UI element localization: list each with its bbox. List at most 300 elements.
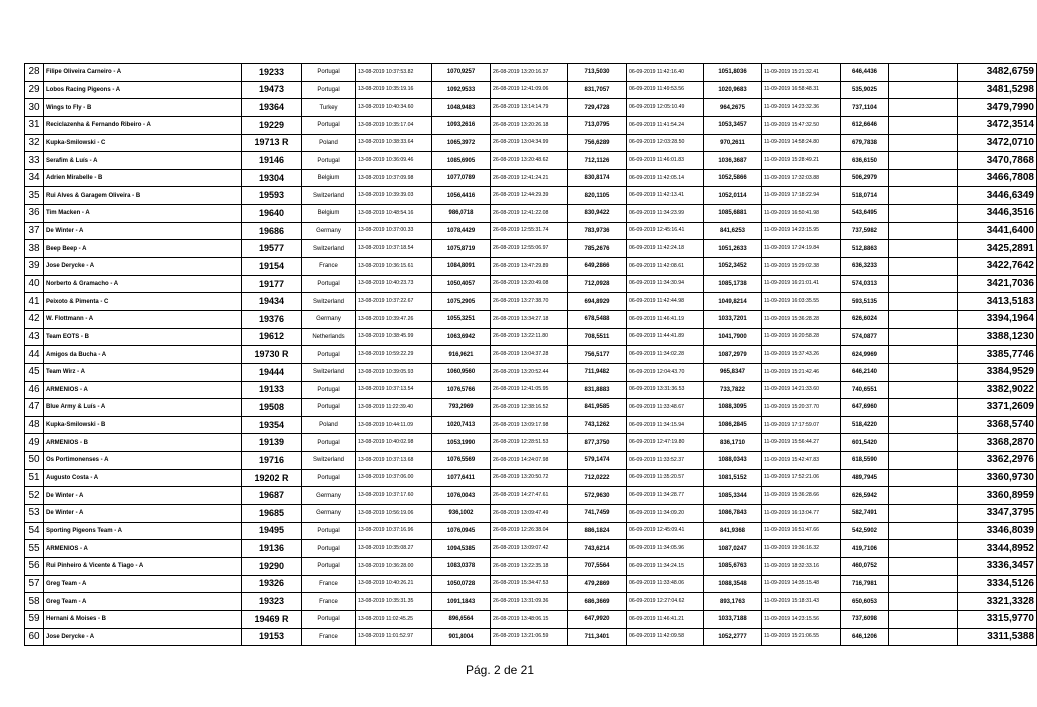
arrival-time-race-4: 11-09-2019 17:18:22.94 <box>762 187 841 205</box>
table-row <box>25 328 1037 346</box>
speed-race-4: 593,5135 <box>841 293 889 311</box>
arrival-time-race-3: 06-09-2019 12:03:28.50 <box>627 134 704 152</box>
participant-name: Wings to Fly - B <box>44 99 242 117</box>
arrival-time-race-3: 06-09-2019 11:33:52.37 <box>627 452 704 470</box>
total-score: 3346,8039 <box>958 522 1037 540</box>
speed-race-1: 1050,4057 <box>432 275 491 293</box>
speed-race-2: 712,0222 <box>568 469 627 487</box>
ring-number: 19354 <box>242 416 302 434</box>
arrival-time-race-3: 06-09-2019 12:45:16.41 <box>627 222 704 240</box>
country: Netherlands <box>302 328 356 346</box>
speed-race-1: 1077,6411 <box>432 469 491 487</box>
participant-name: Serafim & Luís - A <box>44 152 242 170</box>
speed-race-3: 965,8347 <box>704 363 762 381</box>
arrival-time-race-4: 11-09-2019 15:56:44.27 <box>762 434 841 452</box>
table-row <box>25 310 1037 328</box>
speed-race-2: 649,2866 <box>568 258 627 276</box>
total-score: 3347,3795 <box>958 505 1037 523</box>
participant-name: Greg Team - A <box>44 575 242 593</box>
arrival-time-race-3: 06-09-2019 11:33:48.67 <box>627 399 704 417</box>
arrival-time-race-3: 06-09-2019 11:34:02.28 <box>627 346 704 364</box>
empty-cell <box>889 557 958 575</box>
arrival-time-race-2: 26-08-2019 14:24:07.98 <box>491 452 568 470</box>
ring-number: 19730 R <box>242 346 302 364</box>
ring-number: 19469 R <box>242 610 302 628</box>
country: France <box>302 628 356 646</box>
arrival-time-race-3: 06-09-2019 11:41:54.24 <box>627 116 704 134</box>
position-cell: 37 <box>25 222 44 240</box>
speed-race-4: 612,6646 <box>841 116 889 134</box>
arrival-time-race-4: 11-09-2019 15:42:47.83 <box>762 452 841 470</box>
participant-name: Sporting Pigeons Team - A <box>44 522 242 540</box>
table-row <box>25 81 1037 99</box>
participant-name: Adrien Mirabelle - B <box>44 169 242 187</box>
ring-number: 19376 <box>242 310 302 328</box>
results-table <box>24 63 1037 646</box>
arrival-time-race-4: 11-09-2019 18:32:33.16 <box>762 557 841 575</box>
participant-name: Hernani & Moises - B <box>44 610 242 628</box>
arrival-time-race-1: 13-08-2019 10:37:13.68 <box>356 452 432 470</box>
position-cell: 53 <box>25 505 44 523</box>
arrival-time-race-1: 13-08-2019 10:36:28.00 <box>356 557 432 575</box>
ring-number: 19612 <box>242 328 302 346</box>
speed-race-2: 707,5564 <box>568 557 627 575</box>
arrival-time-race-3: 06-09-2019 12:45:09.41 <box>627 522 704 540</box>
empty-cell <box>889 134 958 152</box>
country: Switzerland <box>302 452 356 470</box>
speed-race-4: 419,7106 <box>841 540 889 558</box>
speed-race-1: 1084,8091 <box>432 258 491 276</box>
arrival-time-race-2: 26-08-2019 13:22:11.80 <box>491 328 568 346</box>
arrival-time-race-2: 26-08-2019 13:27:38.70 <box>491 293 568 311</box>
speed-race-2: 841,9585 <box>568 399 627 417</box>
arrival-time-race-1: 13-08-2019 10:37:17.60 <box>356 487 432 505</box>
speed-race-1: 1075,2905 <box>432 293 491 311</box>
arrival-time-race-1: 13-08-2019 10:35:19.16 <box>356 81 432 99</box>
arrival-time-race-2: 26-08-2019 13:20:16.37 <box>491 64 568 82</box>
arrival-time-race-2: 26-08-2019 13:09:17.98 <box>491 416 568 434</box>
country: Switzerland <box>302 363 356 381</box>
participant-name: ARMENIOS - A <box>44 540 242 558</box>
empty-cell <box>889 381 958 399</box>
arrival-time-race-1: 13-08-2019 10:36:15.61 <box>356 258 432 276</box>
total-score: 3371,2609 <box>958 399 1037 417</box>
arrival-time-race-3: 06-09-2019 11:42:44.98 <box>627 293 704 311</box>
speed-race-3: 1053,3457 <box>704 116 762 134</box>
speed-race-2: 756,6289 <box>568 134 627 152</box>
speed-race-1: 1053,1990 <box>432 434 491 452</box>
speed-race-3: 1088,0343 <box>704 452 762 470</box>
empty-cell <box>889 628 958 646</box>
arrival-time-race-2: 26-08-2019 12:38:16.52 <box>491 399 568 417</box>
arrival-time-race-1: 13-08-2019 10:38:33.64 <box>356 134 432 152</box>
ring-number: 19716 <box>242 452 302 470</box>
total-score: 3422,7642 <box>958 258 1037 276</box>
country: Portugal <box>302 64 356 82</box>
ring-number: 19202 R <box>242 469 302 487</box>
country: Portugal <box>302 399 356 417</box>
total-score: 3321,3328 <box>958 593 1037 611</box>
table-row <box>25 275 1037 293</box>
arrival-time-race-1: 13-08-2019 10:37:16.96 <box>356 522 432 540</box>
arrival-time-race-3: 06-09-2019 11:42:05.14 <box>627 169 704 187</box>
arrival-time-race-2: 26-08-2019 13:04:37.28 <box>491 346 568 364</box>
speed-race-4: 636,3233 <box>841 258 889 276</box>
participant-name: Lobos Racing Pigeons - A <box>44 81 242 99</box>
empty-cell <box>889 434 958 452</box>
speed-race-1: 1070,9257 <box>432 64 491 82</box>
page-number: Pág. 2 de 21 <box>465 663 535 677</box>
empty-cell <box>889 328 958 346</box>
position-cell: 51 <box>25 469 44 487</box>
speed-race-3: 1086,7843 <box>704 505 762 523</box>
arrival-time-race-4: 11-09-2019 15:21:42.46 <box>762 363 841 381</box>
arrival-time-race-4: 11-09-2019 16:03:35.55 <box>762 293 841 311</box>
ring-number: 19495 <box>242 522 302 540</box>
participant-name: Greg Team - A <box>44 593 242 611</box>
ring-number: 19687 <box>242 487 302 505</box>
arrival-time-race-4: 11-09-2019 15:47:32.50 <box>762 116 841 134</box>
arrival-time-race-4: 11-09-2019 14:35:15.48 <box>762 575 841 593</box>
arrival-time-race-1: 13-08-2019 10:39:39.03 <box>356 187 432 205</box>
table-row <box>25 610 1037 628</box>
table-row <box>25 540 1037 558</box>
speed-race-3: 836,1710 <box>704 434 762 452</box>
country: Germany <box>302 222 356 240</box>
position-cell: 33 <box>25 152 44 170</box>
speed-race-4: 618,5590 <box>841 452 889 470</box>
total-score: 3334,5126 <box>958 575 1037 593</box>
speed-race-3: 1081,5152 <box>704 469 762 487</box>
total-score: 3394,1964 <box>958 310 1037 328</box>
results-body <box>25 64 1037 646</box>
arrival-time-race-4: 11-09-2019 16:58:48.31 <box>762 81 841 99</box>
country: Portugal <box>302 469 356 487</box>
position-cell: 32 <box>25 134 44 152</box>
speed-race-2: 713,0795 <box>568 116 627 134</box>
arrival-time-race-3: 06-09-2019 13:31:36.53 <box>627 381 704 399</box>
arrival-time-race-2: 26-08-2019 14:27:47.61 <box>491 487 568 505</box>
speed-race-2: 743,1262 <box>568 416 627 434</box>
position-cell: 42 <box>25 310 44 328</box>
speed-race-1: 1075,8719 <box>432 240 491 258</box>
speed-race-1: 1092,9533 <box>432 81 491 99</box>
arrival-time-race-2: 26-08-2019 13:34:27.18 <box>491 310 568 328</box>
speed-race-2: 712,1126 <box>568 152 627 170</box>
position-cell: 58 <box>25 593 44 611</box>
speed-race-3: 1088,3548 <box>704 575 762 593</box>
arrival-time-race-3: 06-09-2019 11:46:01.83 <box>627 152 704 170</box>
empty-cell <box>889 116 958 134</box>
participant-name: Rui Alves & Garagem Oliveira - B <box>44 187 242 205</box>
arrival-time-race-4: 11-09-2019 17:32:03.88 <box>762 169 841 187</box>
arrival-time-race-4: 11-09-2019 15:18:31.43 <box>762 593 841 611</box>
country: Germany <box>302 505 356 523</box>
arrival-time-race-1: 13-08-2019 10:39:47.26 <box>356 310 432 328</box>
arrival-time-race-1: 13-08-2019 10:35:31.35 <box>356 593 432 611</box>
speed-race-4: 574,0313 <box>841 275 889 293</box>
speed-race-3: 1088,3095 <box>704 399 762 417</box>
empty-cell <box>889 487 958 505</box>
country: Portugal <box>302 434 356 452</box>
arrival-time-race-2: 26-08-2019 13:09:47.49 <box>491 505 568 523</box>
speed-race-1: 1050,0728 <box>432 575 491 593</box>
total-score: 3336,3457 <box>958 557 1037 575</box>
country: France <box>302 258 356 276</box>
arrival-time-race-2: 26-08-2019 12:26:38.04 <box>491 522 568 540</box>
speed-race-2: 783,9736 <box>568 222 627 240</box>
empty-cell <box>889 64 958 82</box>
table-row <box>25 222 1037 240</box>
position-cell: 44 <box>25 346 44 364</box>
speed-race-3: 893,1763 <box>704 593 762 611</box>
arrival-time-race-2: 26-08-2019 13:31:09.36 <box>491 593 568 611</box>
total-score: 3360,9730 <box>958 469 1037 487</box>
position-cell: 45 <box>25 363 44 381</box>
total-score: 3425,2891 <box>958 240 1037 258</box>
ring-number: 19323 <box>242 593 302 611</box>
ring-number: 19153 <box>242 628 302 646</box>
speed-race-4: 679,7838 <box>841 134 889 152</box>
arrival-time-race-2: 26-08-2019 13:20:50.72 <box>491 469 568 487</box>
total-score: 3311,5388 <box>958 628 1037 646</box>
participant-name: Beep Beep - A <box>44 240 242 258</box>
participant-name: Os Portimonenses - A <box>44 452 242 470</box>
arrival-time-race-4: 11-09-2019 17:24:19.84 <box>762 240 841 258</box>
participant-name: Jose Derycke - A <box>44 628 242 646</box>
country: Portugal <box>302 275 356 293</box>
speed-race-3: 1051,2633 <box>704 240 762 258</box>
table-row <box>25 416 1037 434</box>
position-cell: 29 <box>25 81 44 99</box>
speed-race-4: 624,9969 <box>841 346 889 364</box>
ring-number: 19434 <box>242 293 302 311</box>
participant-name: De Winter - A <box>44 487 242 505</box>
speed-race-2: 785,2676 <box>568 240 627 258</box>
table-row <box>25 575 1037 593</box>
ring-number: 19473 <box>242 81 302 99</box>
speed-race-2: 479,2869 <box>568 575 627 593</box>
ring-number: 19713 R <box>242 134 302 152</box>
arrival-time-race-1: 13-08-2019 10:40:23.73 <box>356 275 432 293</box>
table-row <box>25 628 1037 646</box>
empty-cell <box>889 187 958 205</box>
speed-race-4: 647,6960 <box>841 399 889 417</box>
position-cell: 52 <box>25 487 44 505</box>
ring-number: 19136 <box>242 540 302 558</box>
arrival-time-race-3: 06-09-2019 11:34:30.94 <box>627 275 704 293</box>
speed-race-1: 1020,7413 <box>432 416 491 434</box>
participant-name: Blue Army & Luís - A <box>44 399 242 417</box>
position-cell: 50 <box>25 452 44 470</box>
table-row <box>25 505 1037 523</box>
table-row <box>25 64 1037 82</box>
table-row <box>25 134 1037 152</box>
speed-race-3: 1020,9683 <box>704 81 762 99</box>
speed-race-4: 535,9025 <box>841 81 889 99</box>
speed-race-2: 756,5177 <box>568 346 627 364</box>
arrival-time-race-1: 13-08-2019 10:37:22.67 <box>356 293 432 311</box>
country: Germany <box>302 310 356 328</box>
empty-cell <box>889 310 958 328</box>
position-cell: 38 <box>25 240 44 258</box>
arrival-time-race-4: 11-09-2019 16:51:47.66 <box>762 522 841 540</box>
ring-number: 19640 <box>242 205 302 223</box>
arrival-time-race-1: 13-08-2019 10:37:18.54 <box>356 240 432 258</box>
arrival-time-race-2: 26-08-2019 13:14:14.79 <box>491 99 568 117</box>
empty-cell <box>889 416 958 434</box>
arrival-time-race-1: 13-08-2019 10:36:09.46 <box>356 152 432 170</box>
position-cell: 55 <box>25 540 44 558</box>
speed-race-1: 1065,3972 <box>432 134 491 152</box>
speed-race-2: 877,3750 <box>568 434 627 452</box>
speed-race-2: 729,4728 <box>568 99 627 117</box>
speed-race-4: 574,0877 <box>841 328 889 346</box>
total-score: 3382,9022 <box>958 381 1037 399</box>
arrival-time-race-3: 06-09-2019 12:04:43.70 <box>627 363 704 381</box>
position-cell: 41 <box>25 293 44 311</box>
arrival-time-race-2: 26-08-2019 12:55:06.97 <box>491 240 568 258</box>
participant-name: Norberto & Gramacho - A <box>44 275 242 293</box>
arrival-time-race-2: 26-08-2019 13:04:34.99 <box>491 134 568 152</box>
participant-name: ARMENIOS - A <box>44 381 242 399</box>
speed-race-1: 1091,1843 <box>432 593 491 611</box>
speed-race-3: 1052,5866 <box>704 169 762 187</box>
speed-race-1: 916,9621 <box>432 346 491 364</box>
speed-race-4: 518,4220 <box>841 416 889 434</box>
ring-number: 19577 <box>242 240 302 258</box>
position-cell: 40 <box>25 275 44 293</box>
ring-number: 19304 <box>242 169 302 187</box>
arrival-time-race-3: 06-09-2019 11:49:53.56 <box>627 81 704 99</box>
arrival-time-race-1: 13-08-2019 10:59:22.29 <box>356 346 432 364</box>
table-row <box>25 99 1037 117</box>
empty-cell <box>889 363 958 381</box>
speed-race-1: 1085,6905 <box>432 152 491 170</box>
speed-race-4: 737,5982 <box>841 222 889 240</box>
speed-race-3: 970,2611 <box>704 134 762 152</box>
arrival-time-race-3: 06-09-2019 12:47:19.80 <box>627 434 704 452</box>
arrival-time-race-1: 13-08-2019 11:22:39.40 <box>356 399 432 417</box>
country: Switzerland <box>302 240 356 258</box>
ring-number: 19133 <box>242 381 302 399</box>
arrival-time-race-2: 26-08-2019 12:41:05.95 <box>491 381 568 399</box>
total-score: 3368,2870 <box>958 434 1037 452</box>
speed-race-2: 743,6214 <box>568 540 627 558</box>
position-cell: 47 <box>25 399 44 417</box>
arrival-time-race-3: 06-09-2019 11:42:24.18 <box>627 240 704 258</box>
table-row <box>25 399 1037 417</box>
position-cell: 60 <box>25 628 44 646</box>
position-cell: 54 <box>25 522 44 540</box>
speed-race-3: 1086,2845 <box>704 416 762 434</box>
arrival-time-race-3: 06-09-2019 12:05:10.49 <box>627 99 704 117</box>
arrival-time-race-4: 11-09-2019 14:21:33.60 <box>762 381 841 399</box>
arrival-time-race-1: 13-08-2019 10:35:17.04 <box>356 116 432 134</box>
speed-race-1: 936,1002 <box>432 505 491 523</box>
arrival-time-race-1: 13-08-2019 10:44:11.09 <box>356 416 432 434</box>
table-row <box>25 346 1037 364</box>
arrival-time-race-3: 06-09-2019 11:34:24.15 <box>627 557 704 575</box>
participant-name: Amigos da Bucha - A <box>44 346 242 364</box>
arrival-time-race-4: 11-09-2019 14:23:32.36 <box>762 99 841 117</box>
total-score: 3388,1230 <box>958 328 1037 346</box>
arrival-time-race-1: 13-08-2019 10:37:09.98 <box>356 169 432 187</box>
position-cell: 49 <box>25 434 44 452</box>
speed-race-1: 1076,5569 <box>432 452 491 470</box>
position-cell: 46 <box>25 381 44 399</box>
arrival-time-race-1: 13-08-2019 11:01:52.97 <box>356 628 432 646</box>
arrival-time-race-3: 06-09-2019 11:33:48.06 <box>627 575 704 593</box>
empty-cell <box>889 275 958 293</box>
arrival-time-race-2: 26-08-2019 13:20:26.18 <box>491 116 568 134</box>
country: Portugal <box>302 557 356 575</box>
total-score: 3360,8959 <box>958 487 1037 505</box>
speed-race-4: 740,6551 <box>841 381 889 399</box>
empty-cell <box>889 452 958 470</box>
speed-race-2: 694,8929 <box>568 293 627 311</box>
participant-name: W. Flottmann - A <box>44 310 242 328</box>
speed-race-2: 711,9482 <box>568 363 627 381</box>
speed-race-3: 841,6253 <box>704 222 762 240</box>
speed-race-2: 830,8174 <box>568 169 627 187</box>
speed-race-3: 1033,7201 <box>704 310 762 328</box>
arrival-time-race-3: 06-09-2019 11:42:08.61 <box>627 258 704 276</box>
participant-name: Kupka-Smilowski - B <box>44 416 242 434</box>
total-score: 3385,7746 <box>958 346 1037 364</box>
arrival-time-race-2: 26-08-2019 12:44:29.39 <box>491 187 568 205</box>
table-row <box>25 593 1037 611</box>
arrival-time-race-2: 26-08-2019 13:20:48.62 <box>491 152 568 170</box>
arrival-time-race-3: 06-09-2019 11:42:09.58 <box>627 628 704 646</box>
speed-race-4: 489,7945 <box>841 469 889 487</box>
participant-name: Team EOTS - B <box>44 328 242 346</box>
position-cell: 59 <box>25 610 44 628</box>
country: Portugal <box>302 346 356 364</box>
table-row <box>25 205 1037 223</box>
speed-race-3: 1085,3344 <box>704 487 762 505</box>
speed-race-3: 1036,3687 <box>704 152 762 170</box>
country: Belgium <box>302 169 356 187</box>
total-score: 3482,6759 <box>958 64 1037 82</box>
total-score: 3481,5298 <box>958 81 1037 99</box>
arrival-time-race-2: 26-08-2019 13:22:35.18 <box>491 557 568 575</box>
country: France <box>302 593 356 611</box>
country: Poland <box>302 134 356 152</box>
speed-race-1: 1056,4416 <box>432 187 491 205</box>
ring-number: 19508 <box>242 399 302 417</box>
speed-race-3: 1085,6763 <box>704 557 762 575</box>
speed-race-4: 626,6024 <box>841 310 889 328</box>
arrival-time-race-1: 13-08-2019 10:37:53.82 <box>356 64 432 82</box>
speed-race-1: 1094,5385 <box>432 540 491 558</box>
arrival-time-race-1: 13-08-2019 10:56:19.06 <box>356 505 432 523</box>
speed-race-1: 793,2969 <box>432 399 491 417</box>
empty-cell <box>889 522 958 540</box>
speed-race-1: 1076,0043 <box>432 487 491 505</box>
arrival-time-race-4: 11-09-2019 17:17:59.07 <box>762 416 841 434</box>
arrival-time-race-3: 06-09-2019 11:34:28.77 <box>627 487 704 505</box>
speed-race-3: 841,9368 <box>704 522 762 540</box>
participant-name: Kupka-Smilowski - C <box>44 134 242 152</box>
arrival-time-race-2: 26-08-2019 13:48:06.15 <box>491 610 568 628</box>
speed-race-1: 1048,9483 <box>432 99 491 117</box>
arrival-time-race-3: 06-09-2019 11:34:15.94 <box>627 416 704 434</box>
arrival-time-race-4: 11-09-2019 14:23:15.56 <box>762 610 841 628</box>
country: Switzerland <box>302 293 356 311</box>
table-row <box>25 187 1037 205</box>
country: Portugal <box>302 381 356 399</box>
